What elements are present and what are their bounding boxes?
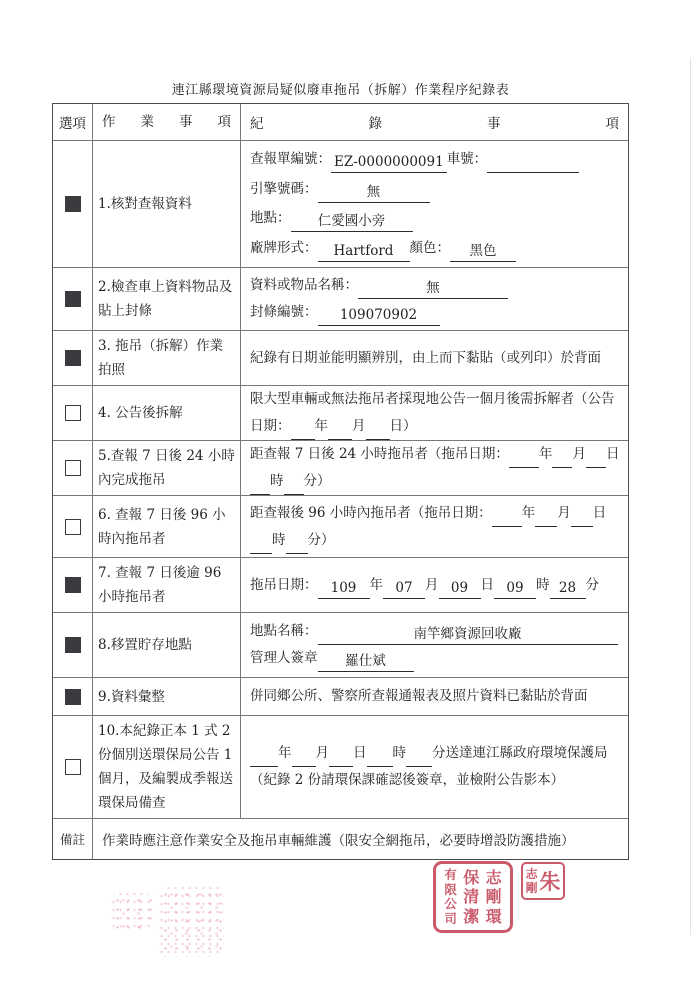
field-label: 月 bbox=[425, 576, 439, 593]
field-value: 無 bbox=[358, 278, 508, 299]
record-line bbox=[250, 272, 622, 299]
header-record-char: 紀 bbox=[250, 116, 264, 132]
task-label: 3. 拖吊（拆解）作業拍照 bbox=[98, 338, 224, 378]
task-label: 9.資料彙整 bbox=[98, 688, 165, 705]
field-value: 09 bbox=[439, 578, 481, 599]
field-label: 分） bbox=[303, 473, 331, 489]
stamp-column bbox=[526, 865, 538, 897]
record-cell bbox=[241, 678, 628, 715]
task-cell bbox=[93, 613, 241, 677]
select-cell bbox=[53, 268, 93, 330]
note-text-cell bbox=[93, 819, 628, 859]
form-table bbox=[52, 103, 629, 860]
field-label: 併同鄉公所、警察所查報通報表及照片資料已黏貼於背面 bbox=[250, 688, 588, 704]
table-row bbox=[53, 268, 628, 331]
field-value: 109070902 bbox=[318, 305, 440, 326]
select-cell bbox=[53, 678, 93, 715]
select-cell bbox=[53, 613, 93, 677]
checkbox-row-5 bbox=[65, 460, 81, 476]
record-line bbox=[250, 299, 622, 326]
task-label: 4. 公告後拆解 bbox=[98, 405, 183, 421]
faint-stamp-right bbox=[158, 887, 224, 957]
field-label: 時 bbox=[272, 531, 286, 548]
record-cell bbox=[241, 268, 628, 330]
task-cell bbox=[93, 558, 241, 612]
task-cell bbox=[93, 386, 241, 440]
task-cell bbox=[93, 141, 241, 267]
field-label: 日 bbox=[480, 576, 494, 593]
field-label: 年 bbox=[538, 446, 553, 462]
table-row bbox=[53, 558, 628, 613]
select-cell bbox=[53, 141, 93, 267]
checkbox-row-1 bbox=[65, 196, 81, 212]
header-record-label bbox=[241, 104, 628, 140]
header-record-char: 錄 bbox=[368, 116, 382, 132]
field-label: 分送達連江縣政府環境保護局 bbox=[432, 745, 608, 761]
stamp-column bbox=[463, 866, 479, 928]
table-row bbox=[53, 331, 628, 386]
stamp-char: 有 bbox=[444, 866, 457, 882]
stamp-char: 環 bbox=[485, 906, 502, 926]
note-label: 備註 bbox=[59, 832, 85, 847]
record-line bbox=[250, 441, 622, 495]
field-value: 07 bbox=[383, 578, 425, 599]
record-line bbox=[250, 767, 622, 794]
field-value: 109 bbox=[318, 578, 370, 599]
field-label: 年 bbox=[314, 418, 328, 434]
stamp-column bbox=[486, 866, 502, 928]
stamp-char: 朱 bbox=[539, 868, 561, 894]
company-seal-stamp bbox=[433, 861, 513, 933]
stamp-column bbox=[444, 866, 457, 928]
field-label: 時 bbox=[270, 473, 284, 489]
table-row bbox=[53, 141, 628, 268]
task-cell bbox=[93, 331, 241, 385]
field-label: （紀錄 2 份請環保課確認後簽章，並檢附公告影本） bbox=[250, 772, 565, 788]
field-label: 日 bbox=[605, 446, 620, 462]
field-label: 車號： bbox=[446, 151, 488, 168]
header-task-char: 事 bbox=[179, 114, 193, 130]
field-label: 月 bbox=[572, 446, 586, 462]
field-value: EZ-0000000091 bbox=[331, 152, 447, 173]
stamp-column bbox=[539, 865, 560, 897]
record-line bbox=[250, 176, 622, 203]
table-row bbox=[53, 613, 628, 678]
field-label: 時 bbox=[536, 576, 550, 593]
field-value bbox=[250, 553, 272, 554]
table-row bbox=[53, 386, 628, 441]
stamp-char: 公 bbox=[444, 896, 457, 912]
table-row bbox=[53, 496, 628, 558]
task-cell bbox=[93, 496, 241, 557]
field-label: 拖吊日期： bbox=[250, 576, 318, 593]
field-value: 羅仕斌 bbox=[318, 651, 414, 672]
field-value: 南竿鄉資源回收廠 bbox=[318, 624, 618, 645]
task-cell bbox=[93, 268, 241, 330]
personal-seal-stamp bbox=[521, 862, 565, 900]
field-value bbox=[535, 526, 557, 527]
task-label: 10.本紀錄正本 1 式 2 份個別送環保局公告 1 個月，及編製成季報送環保局備查 bbox=[98, 723, 233, 811]
checkbox-row-2 bbox=[65, 291, 81, 307]
field-label: 距查報 7 日後 24 小時拖吊者（拖吊日期： bbox=[250, 446, 509, 462]
field-label: 分） bbox=[307, 531, 335, 548]
header-task-char: 作 bbox=[102, 114, 116, 130]
field-label: 紀錄有日期並能明顯辨別，由上而下黏貼（或列印）於背面 bbox=[250, 349, 601, 366]
stamp-char: 志 bbox=[525, 866, 538, 881]
field-label: 地點名稱： bbox=[250, 623, 318, 639]
table-header-row bbox=[53, 104, 628, 141]
record-line bbox=[250, 618, 622, 645]
field-value bbox=[487, 172, 579, 173]
record-cell bbox=[241, 613, 628, 677]
header-task-label bbox=[93, 104, 241, 140]
field-value bbox=[291, 439, 315, 440]
task-label: 8.移置貯存地點 bbox=[98, 637, 192, 653]
select-cell bbox=[53, 496, 93, 557]
stamp-char: 潔 bbox=[463, 906, 480, 926]
field-label: 分 bbox=[585, 576, 599, 593]
task-label: 7. 查報 7 日後逾 96 小時拖吊者 bbox=[98, 565, 222, 605]
select-cell bbox=[53, 716, 93, 818]
task-label: 5.查報 7 日後 24 小時內完成拖吊 bbox=[98, 448, 235, 488]
field-value bbox=[328, 439, 352, 440]
field-value bbox=[286, 553, 308, 554]
stamp-char: 剛 bbox=[525, 881, 538, 896]
header-task-char: 項 bbox=[217, 114, 231, 130]
record-line bbox=[250, 146, 622, 173]
record-cell bbox=[241, 558, 628, 612]
field-label: 年 bbox=[278, 745, 292, 761]
field-label: 限大型車輛或無法拖吊者採現地公告一個月後需拆解者（公告日期： bbox=[250, 391, 615, 434]
field-label: 查報單編號： bbox=[250, 151, 331, 168]
checkbox-row-3 bbox=[65, 350, 81, 366]
record-cell bbox=[241, 331, 628, 385]
task-cell bbox=[93, 441, 241, 495]
field-value bbox=[552, 467, 572, 468]
field-value: 黑色 bbox=[450, 241, 516, 262]
note-text: 作業時應注意作業安全及拖吊車輛維護（限安全網拖吊，必要時增設防護措施） bbox=[102, 833, 575, 849]
table-row bbox=[53, 716, 628, 819]
field-label: 管理人簽章 bbox=[250, 650, 318, 666]
field-label: 月 bbox=[352, 418, 366, 434]
field-value: 無 bbox=[318, 182, 430, 203]
note-row bbox=[53, 819, 628, 859]
record-line bbox=[250, 386, 622, 440]
field-value bbox=[586, 467, 606, 468]
stamp-char: 司 bbox=[444, 911, 457, 927]
field-value bbox=[284, 494, 304, 495]
field-label: 月 bbox=[315, 745, 329, 761]
header-record-char: 事 bbox=[487, 116, 501, 132]
record-line bbox=[250, 572, 622, 599]
record-line bbox=[250, 235, 622, 262]
task-cell bbox=[93, 678, 241, 715]
task-cell bbox=[93, 716, 241, 818]
task-label: 2.檢查車上資料物品及貼上封條 bbox=[98, 279, 233, 319]
scan-edge-line bbox=[690, 58, 691, 935]
record-line bbox=[250, 345, 622, 372]
field-label: 日 bbox=[353, 745, 367, 761]
field-label: 年 bbox=[369, 576, 383, 593]
note-label-cell bbox=[53, 819, 93, 859]
select-cell bbox=[53, 441, 93, 495]
field-label: 日） bbox=[389, 418, 417, 434]
record-cell bbox=[241, 141, 628, 267]
field-label: 時 bbox=[392, 745, 406, 761]
task-label: 1.核對查報資料 bbox=[98, 196, 192, 212]
header-select-label: 選項 bbox=[53, 104, 93, 140]
faint-stamp-left bbox=[110, 893, 152, 929]
task-label: 6. 查報 7 日後 96 小時內拖吊者 bbox=[98, 506, 226, 547]
field-label: 資料或物品名稱： bbox=[250, 277, 358, 293]
stamp-char: 志 bbox=[485, 867, 502, 887]
field-value bbox=[250, 494, 270, 495]
field-value bbox=[492, 526, 522, 527]
field-value bbox=[509, 467, 539, 468]
record-line bbox=[250, 683, 622, 710]
select-cell bbox=[53, 386, 93, 440]
field-value bbox=[366, 439, 390, 440]
field-label: 日 bbox=[592, 504, 607, 521]
record-cell bbox=[241, 441, 628, 495]
field-value: 仁愛國小旁 bbox=[291, 211, 413, 232]
table-row bbox=[53, 441, 628, 496]
stamp-char: 保 bbox=[463, 867, 480, 887]
field-label: 顏色： bbox=[409, 239, 450, 256]
field-label: 引擎號碼： bbox=[250, 180, 318, 197]
field-value: 09 bbox=[494, 578, 536, 599]
header-record-char: 項 bbox=[605, 116, 619, 132]
checkbox-row-4 bbox=[65, 405, 81, 421]
record-cell bbox=[241, 496, 628, 557]
record-line bbox=[250, 740, 622, 767]
field-label: 距查報後 96 小時內拖吊者（拖吊日期： bbox=[250, 504, 492, 521]
field-value: Hartford bbox=[318, 241, 410, 262]
checkbox-row-10 bbox=[65, 759, 81, 775]
record-line bbox=[250, 205, 622, 232]
field-label: 廠牌形式： bbox=[250, 239, 318, 256]
field-label: 封條編號： bbox=[250, 304, 318, 320]
header-task-char: 業 bbox=[140, 114, 154, 130]
table-row bbox=[53, 678, 628, 716]
field-label: 地點： bbox=[250, 210, 291, 227]
record-line bbox=[250, 645, 622, 672]
select-cell bbox=[53, 331, 93, 385]
checkbox-row-7 bbox=[65, 577, 81, 593]
field-value: 28 bbox=[550, 578, 586, 599]
stamp-char: 清 bbox=[463, 887, 480, 906]
record-line bbox=[250, 500, 622, 554]
stamp-char: 剛 bbox=[485, 887, 502, 906]
field-label: 月 bbox=[557, 504, 571, 521]
field-label: 年 bbox=[521, 504, 536, 521]
checkbox-row-6 bbox=[65, 519, 81, 535]
page-title: 連江縣環境資源局疑似廢車拖吊（拆解）作業程序紀錄表 bbox=[171, 83, 510, 98]
checkbox-row-9 bbox=[65, 689, 81, 705]
select-cell bbox=[53, 558, 93, 612]
checkbox-row-8 bbox=[65, 637, 81, 653]
record-cell bbox=[241, 716, 628, 818]
record-cell bbox=[241, 386, 628, 440]
stamp-char: 限 bbox=[444, 881, 457, 897]
field-value bbox=[571, 526, 593, 527]
